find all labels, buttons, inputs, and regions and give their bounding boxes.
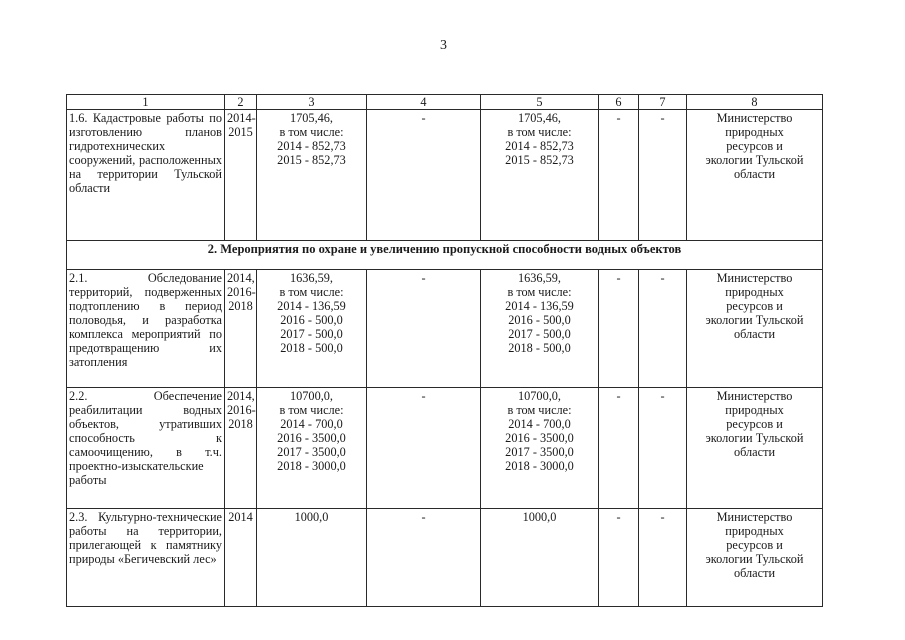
executor-cell: Министерство природных ресурсов и экологии Тульской области bbox=[687, 270, 823, 388]
column-5-cell: 1705,46, в том числе: 2014 - 852,73 2015 - 852,73 bbox=[481, 110, 599, 241]
header-cell: 6 bbox=[599, 95, 639, 110]
total-funding-cell: 1705,46, в том числе: 2014 - 852,73 2015 - 852,73 bbox=[257, 110, 367, 241]
table-row bbox=[67, 110, 823, 241]
column-4-cell: - bbox=[367, 110, 481, 241]
column-6-cell: - bbox=[599, 509, 639, 607]
column-6-cell: - bbox=[599, 110, 639, 241]
column-5-cell: 10700,0, в том числе: 2014 - 700,0 2016 - 3500,0 2017 - 3500,0 2018 - 3000,0 bbox=[481, 388, 599, 509]
executor-cell: Министерство природных ресурсов и экологии Тульской области bbox=[687, 509, 823, 607]
measure-name: 2.2. Обеспечение реабилитации водных объектов, утративших способность к самоочищению, в т.ч. проектно-изыскательские работы bbox=[67, 388, 225, 509]
executor-cell: Министерство природных ресурсов и экологии Тульской области bbox=[687, 388, 823, 509]
total-funding-cell: 1000,0 bbox=[257, 509, 367, 607]
header-cell: 5 bbox=[481, 95, 599, 110]
section-title: 2. Мероприятия по охране и увеличению пропускной способности водных объектов bbox=[67, 241, 823, 270]
years-cell: 2014 bbox=[225, 509, 257, 607]
column-4-cell: - bbox=[367, 509, 481, 607]
column-7-cell: - bbox=[639, 509, 687, 607]
column-6-cell: - bbox=[599, 388, 639, 509]
column-4-cell: - bbox=[367, 270, 481, 388]
years-cell: 2014- 2015 bbox=[225, 110, 257, 241]
table-row bbox=[67, 270, 823, 388]
column-6-cell: - bbox=[599, 270, 639, 388]
header-cell: 3 bbox=[257, 95, 367, 110]
page-number: 3 bbox=[440, 38, 447, 53]
years-cell: 2014, 2016- 2018 bbox=[225, 388, 257, 509]
header-cell: 7 bbox=[639, 95, 687, 110]
measures-table bbox=[66, 94, 823, 607]
column-5-cell: 1636,59, в том числе: 2014 - 136,59 2016 - 500,0 2017 - 500,0 2018 - 500,0 bbox=[481, 270, 599, 388]
column-7-cell: - bbox=[639, 110, 687, 241]
header-cell: 4 bbox=[367, 95, 481, 110]
header-cell: 1 bbox=[67, 95, 225, 110]
table-row bbox=[67, 388, 823, 509]
column-5-cell: 1000,0 bbox=[481, 509, 599, 607]
executor-cell: Министерство природных ресурсов и экологии Тульской области bbox=[687, 110, 823, 241]
column-4-cell: - bbox=[367, 388, 481, 509]
column-7-cell: - bbox=[639, 270, 687, 388]
header-row bbox=[67, 95, 823, 110]
total-funding-cell: 1636,59, в том числе: 2014 - 136,59 2016 - 500,0 2017 - 500,0 2018 - 500,0 bbox=[257, 270, 367, 388]
measure-name: 1.6. Кадастровые работы по изготовлению планов гидротехнических сооружений, расположенных на территории Тульской области bbox=[67, 110, 225, 241]
measure-name: 2.1. Обследование территорий, подверженных подтоплению в период половодья, и разработка комплекса мероприятий по предотвращению их затопления bbox=[67, 270, 225, 388]
years-cell: 2014, 2016- 2018 bbox=[225, 270, 257, 388]
column-7-cell: - bbox=[639, 388, 687, 509]
total-funding-cell: 10700,0, в том числе: 2014 - 700,0 2016 - 3500,0 2017 - 3500,0 2018 - 3000,0 bbox=[257, 388, 367, 509]
header-cell: 8 bbox=[687, 95, 823, 110]
section-row bbox=[67, 241, 823, 270]
header-cell: 2 bbox=[225, 95, 257, 110]
table-row bbox=[67, 509, 823, 607]
measure-name: 2.3. Культурно-технические работы на территории, прилегающей к памятнику природы «Бегичевский лес» bbox=[67, 509, 225, 607]
